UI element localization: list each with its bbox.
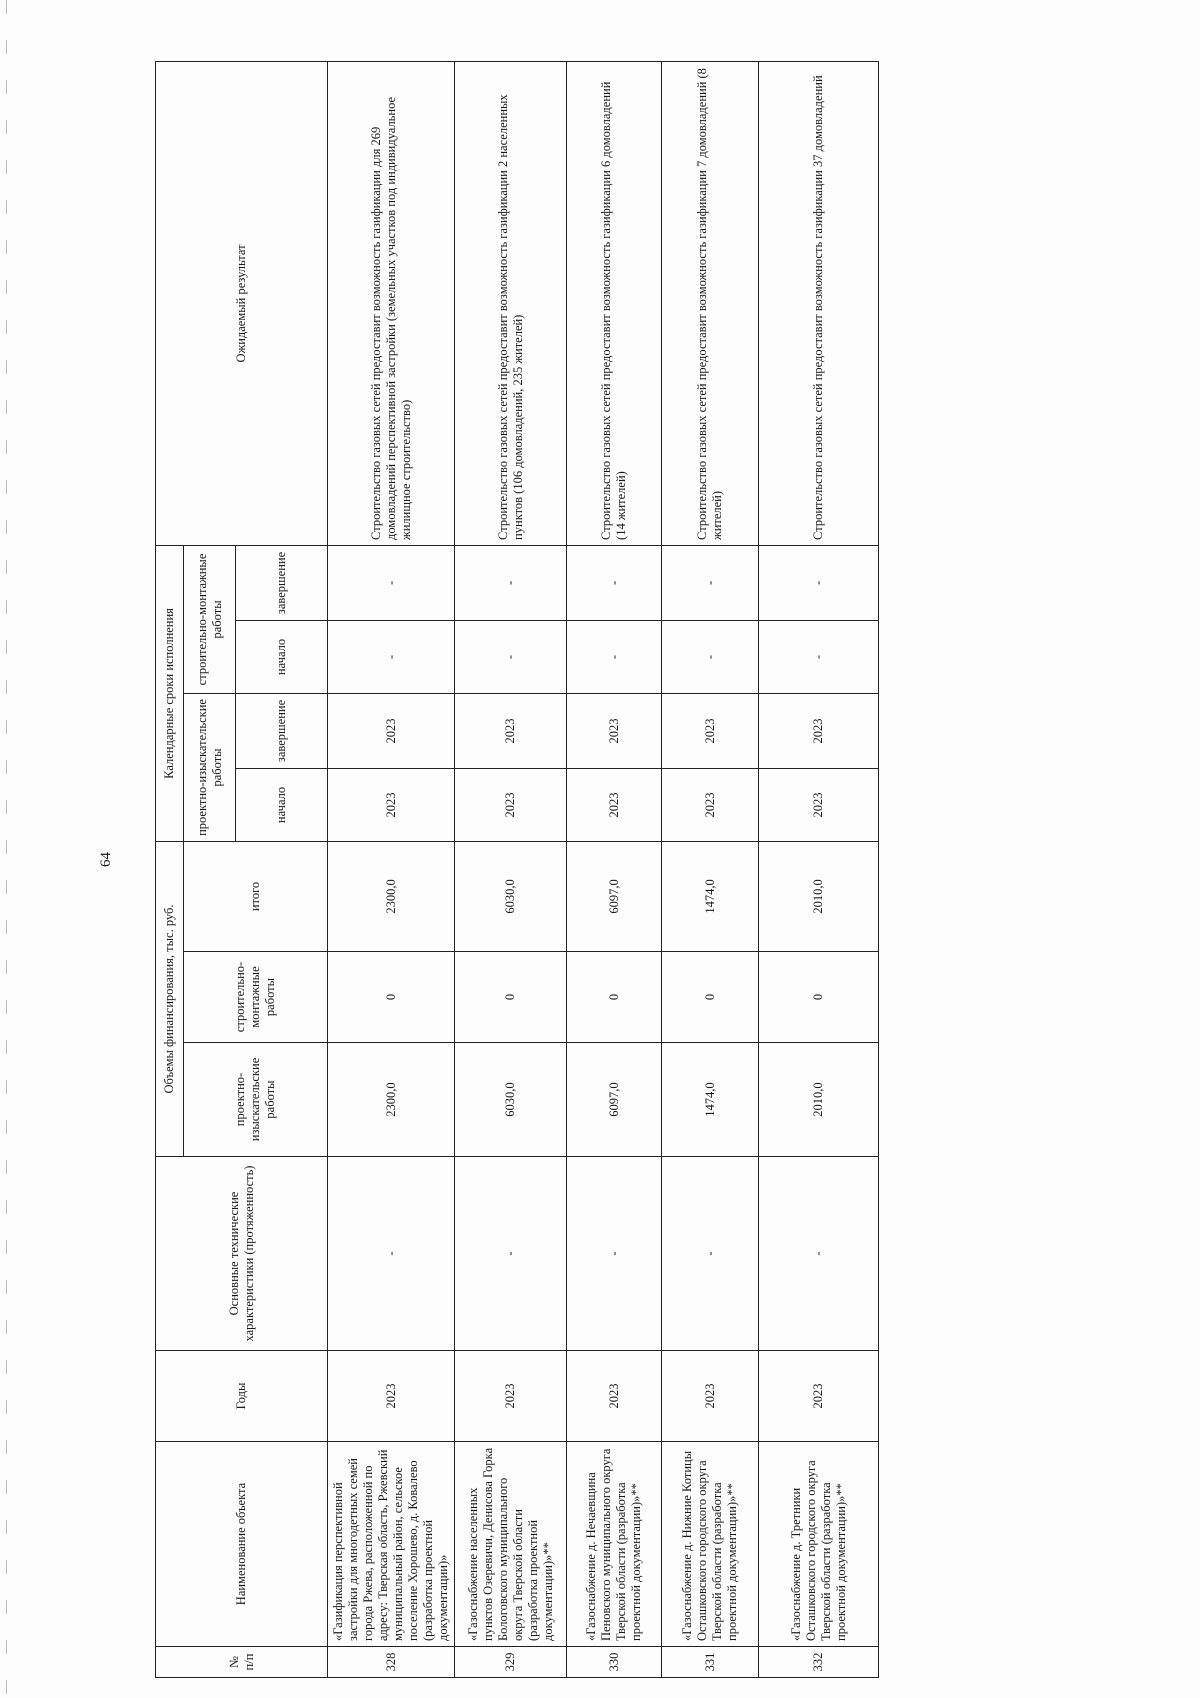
expected-result: Строительство газовых сетей предоставит возможность газификации 7 домовладений (8 жителей) bbox=[662, 61, 759, 545]
fin-total: 2010,0 bbox=[759, 841, 879, 951]
design-end: 2023 bbox=[759, 693, 879, 768]
fin-construction: 0 bbox=[567, 952, 662, 1043]
fin-total: 1474,0 bbox=[662, 841, 759, 951]
investment-objects-table bbox=[155, 61, 879, 1678]
header-design-start: начало bbox=[236, 768, 328, 841]
header-tech: Основные технические характеристики (протяженность) bbox=[156, 1157, 328, 1351]
table-row bbox=[662, 61, 759, 1677]
fin-total: 6097,0 bbox=[567, 841, 662, 951]
design-end: 2023 bbox=[455, 693, 567, 768]
constr-end: - bbox=[455, 545, 567, 620]
row-num: 329 bbox=[455, 1647, 567, 1678]
design-start: 2023 bbox=[759, 768, 879, 841]
row-year: 2023 bbox=[567, 1351, 662, 1442]
header-constr-end: завершение bbox=[236, 545, 328, 620]
constr-start: - bbox=[328, 620, 455, 693]
row-year: 2023 bbox=[759, 1351, 879, 1442]
header-schedule-group: Календарные сроки исполнения bbox=[156, 545, 184, 841]
table-row bbox=[455, 61, 567, 1677]
header-result: Ожидаемый результат bbox=[156, 61, 328, 545]
page-number: 64 bbox=[98, 852, 114, 867]
rotated-table-wrapper bbox=[155, 62, 864, 1678]
header-finance-design: проектно-изыскательские работы bbox=[184, 1043, 328, 1157]
table-row bbox=[567, 61, 662, 1677]
fin-design: 2300,0 bbox=[328, 1043, 455, 1157]
expected-result: Строительство газовых сетей предоставит возможность газификации 37 домовладений bbox=[759, 61, 879, 545]
design-start: 2023 bbox=[328, 768, 455, 841]
header-num: № п/п bbox=[156, 1647, 328, 1678]
row-num: 332 bbox=[759, 1647, 879, 1678]
header-constr-start: начало bbox=[236, 620, 328, 693]
table-row bbox=[328, 61, 455, 1677]
fin-total: 2300,0 bbox=[328, 841, 455, 951]
row-year: 2023 bbox=[662, 1351, 759, 1442]
constr-start: - bbox=[567, 620, 662, 693]
row-num: 328 bbox=[328, 1647, 455, 1678]
design-end: 2023 bbox=[567, 693, 662, 768]
row-year: 2023 bbox=[328, 1351, 455, 1442]
row-num: 330 bbox=[567, 1647, 662, 1678]
constr-end: - bbox=[759, 545, 879, 620]
row-tech: - bbox=[759, 1157, 879, 1351]
constr-start: - bbox=[455, 620, 567, 693]
table-row bbox=[759, 61, 879, 1677]
row-num: 331 bbox=[662, 1647, 759, 1678]
header-finance-total: итого bbox=[184, 841, 328, 951]
object-name: «Газоснабжение д. Нижние Котицы Осташковского городского округа Тверской области (разработка проектной документации)»** bbox=[662, 1442, 759, 1647]
constr-end: - bbox=[567, 545, 662, 620]
design-end: 2023 bbox=[328, 693, 455, 768]
fin-construction: 0 bbox=[759, 952, 879, 1043]
fin-design: 1474,0 bbox=[662, 1043, 759, 1157]
header-schedule-construction: строительно-монтажные работы bbox=[184, 545, 236, 693]
row-tech: - bbox=[328, 1157, 455, 1351]
header-years: Годы bbox=[156, 1351, 328, 1442]
constr-end: - bbox=[328, 545, 455, 620]
fin-construction: 0 bbox=[455, 952, 567, 1043]
header-finance-construction: строительно-монтажные работы bbox=[184, 952, 328, 1043]
constr-start: - bbox=[759, 620, 879, 693]
design-start: 2023 bbox=[567, 768, 662, 841]
object-name: «Газоснабжение д. Третники Осташковского городского округа Тверской области (разработка проектной документации)»** bbox=[759, 1442, 879, 1647]
expected-result: Строительство газовых сетей предоставит возможность газификации 2 населенных пунктов (106 домовладений, 235 жителей) bbox=[455, 61, 567, 545]
header-design-end: завершение bbox=[236, 693, 328, 768]
fin-design: 6097,0 bbox=[567, 1043, 662, 1157]
header-name: Наименование объекта bbox=[156, 1442, 328, 1647]
fin-construction: 0 bbox=[328, 952, 455, 1043]
row-year: 2023 bbox=[455, 1351, 567, 1442]
header-finance-group: Объемы финансирования, тыс. руб. bbox=[156, 841, 184, 1156]
design-end: 2023 bbox=[662, 693, 759, 768]
object-name: «Газификация перспективной застройки для многодетных семей города Ржева, расположенной по адресу: Тверская область, Ржевский муниципальный район, сельское поселение Хорошево, д. Ковалево (разработка проектной документации)» bbox=[328, 1442, 455, 1647]
object-name: «Газоснабжение д. Нечаевщина Пеновского муниципального округа Тверской области (разработка проектной документации)»** bbox=[567, 1442, 662, 1647]
expected-result: Строительство газовых сетей предоставит возможность газификации 6 домовладений (14 жителей) bbox=[567, 61, 662, 545]
header-row-1 bbox=[156, 61, 184, 1677]
object-name: «Газоснабжение населенных пунктов Озеревичи, Денисова Горка Бологовского муниципального округа Тверской области (разработка проектной документации)»** bbox=[455, 1442, 567, 1647]
fin-design: 2010,0 bbox=[759, 1043, 879, 1157]
constr-end: - bbox=[662, 545, 759, 620]
fin-construction: 0 bbox=[662, 952, 759, 1043]
expected-result: Строительство газовых сетей предоставит возможность газификации для 269 домовладений перспективной застройки (земельных участков под индивидуальное жилищное строительство) bbox=[328, 61, 455, 545]
row-tech: - bbox=[662, 1157, 759, 1351]
design-start: 2023 bbox=[662, 768, 759, 841]
row-tech: - bbox=[455, 1157, 567, 1351]
fin-total: 6030,0 bbox=[455, 841, 567, 951]
constr-start: - bbox=[662, 620, 759, 693]
row-tech: - bbox=[567, 1157, 662, 1351]
header-schedule-design: проектно-изыскательские работы bbox=[184, 693, 236, 841]
fin-design: 6030,0 bbox=[455, 1043, 567, 1157]
design-start: 2023 bbox=[455, 768, 567, 841]
scan-edge-mark bbox=[6, 0, 7, 1698]
